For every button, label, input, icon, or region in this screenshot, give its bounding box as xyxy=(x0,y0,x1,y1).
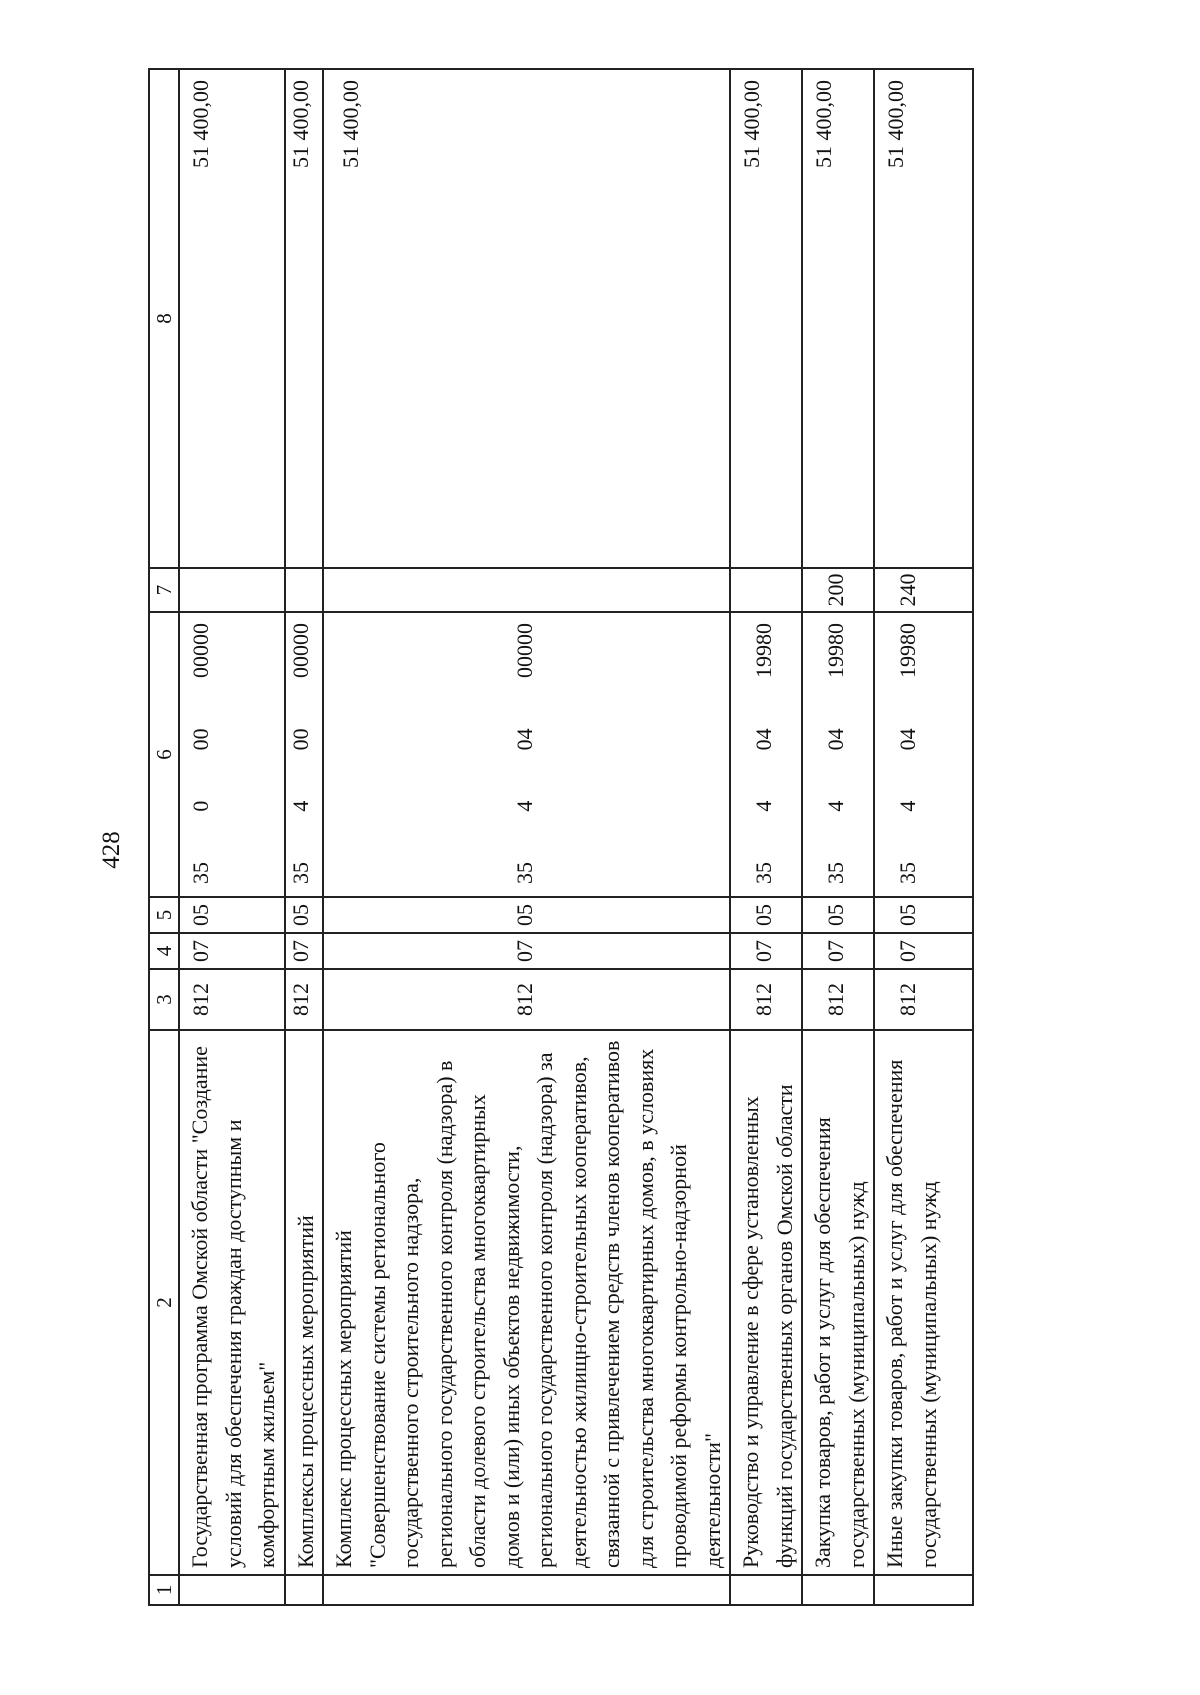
table-row xyxy=(802,69,874,1605)
kbk-part: 0 xyxy=(188,800,213,812)
section-cell: 07 xyxy=(730,933,802,969)
kbk-part: 19980 xyxy=(751,623,776,679)
subsection-cell: 05 xyxy=(323,897,730,933)
row-number-cell xyxy=(285,1575,324,1605)
row-number-cell xyxy=(802,1575,874,1605)
name-cell: Государственная программа Омской области "Создание условий для обеспечения граждан доступным и комфортным жильем" xyxy=(179,1030,285,1575)
target-code-cell xyxy=(802,612,874,897)
kbk-part: 19980 xyxy=(823,623,848,679)
amount-cell: 51 400,00 xyxy=(323,69,730,568)
expense-type-cell xyxy=(179,568,285,612)
kbk-part: 4 xyxy=(823,800,848,812)
kbk-part: 00 xyxy=(188,728,213,751)
subsection-cell: 05 xyxy=(802,897,874,933)
header-cell: 7 xyxy=(149,568,179,612)
section-cell: 07 xyxy=(874,933,973,969)
header-cell: 4 xyxy=(149,933,179,969)
kbk-part: 35 xyxy=(751,862,776,884)
name-cell: Руководство и управление в сфере установленных функций государственных органов Омской области xyxy=(730,1030,802,1575)
kbk-part: 4 xyxy=(512,800,537,812)
table-row xyxy=(323,69,730,1605)
kbk-part: 4 xyxy=(895,800,920,812)
header-cell: 1 xyxy=(149,1575,179,1605)
kbk-part: 35 xyxy=(188,862,213,884)
row-number-cell xyxy=(179,1575,285,1605)
section-cell: 07 xyxy=(179,933,285,969)
row-number-cell xyxy=(874,1575,973,1605)
kbk-part: 35 xyxy=(823,862,848,884)
header-cell: 3 xyxy=(149,969,179,1030)
amount-cell: 51 400,00 xyxy=(285,69,324,568)
kbk-part: 04 xyxy=(751,728,776,751)
budget-table xyxy=(148,68,974,1606)
code-cell: 812 xyxy=(730,969,802,1030)
kbk-part: 35 xyxy=(895,862,920,884)
target-code-cell xyxy=(730,612,802,897)
kbk-part: 00 xyxy=(287,728,313,751)
kbk-part: 4 xyxy=(751,800,776,812)
kbk-part: 35 xyxy=(512,862,537,884)
expense-type-cell: 240 xyxy=(874,568,973,612)
table-row xyxy=(730,69,802,1605)
header-row xyxy=(149,69,179,1605)
table-row xyxy=(874,69,973,1605)
kbk-part: 04 xyxy=(895,728,920,751)
target-code-cell xyxy=(285,612,324,897)
kbk-part: 00000 xyxy=(512,623,537,679)
expense-type-cell xyxy=(730,568,802,612)
subsection-cell: 05 xyxy=(285,897,324,933)
row-number-cell xyxy=(323,1575,730,1605)
header-cell: 8 xyxy=(149,69,179,568)
code-cell: 812 xyxy=(323,969,730,1030)
subsection-cell: 05 xyxy=(874,897,973,933)
amount-cell: 51 400,00 xyxy=(802,69,874,568)
expense-type-cell: 200 xyxy=(802,568,874,612)
name-cell: Закупка товаров, работ и услуг для обеспечения государственных (муниципальных) нужд xyxy=(802,1030,874,1575)
header-cell: 6 xyxy=(149,612,179,897)
name-cell: Иные закупки товаров, работ и услуг для обеспечения государственных (муниципальных) нужд xyxy=(874,1030,973,1575)
name-cell: Комплексы процессных мероприятий xyxy=(285,1030,324,1575)
header-cell: 2 xyxy=(149,1030,179,1575)
code-cell: 812 xyxy=(285,969,324,1030)
target-code-cell xyxy=(874,612,973,897)
table-row xyxy=(179,69,285,1605)
amount-cell: 51 400,00 xyxy=(179,69,285,568)
code-cell: 812 xyxy=(874,969,973,1030)
kbk-part: 04 xyxy=(823,728,848,751)
kbk-part: 4 xyxy=(287,800,313,812)
name-cell: Комплекс процессных мероприятий "Совершенствование системы регионального государственного строительного надзора, регионального государственного контроля (надзора) в области долевого строительства многоквартирных домов и (или) иных объектов недвижимости, регионального государственного контроля (надзора) за деятельностью жилищно-строительных кооперативов, связанной с привлечением средств членов кооперативов для строительства многоквартирных домов, в условиях проводимой реформы контрольно-надзорной деятельности" xyxy=(323,1030,730,1575)
rotated-table-wrapper xyxy=(148,70,1028,1606)
code-cell: 812 xyxy=(179,969,285,1030)
code-cell: 812 xyxy=(802,969,874,1030)
target-code-cell xyxy=(323,612,730,897)
kbk-part: 00000 xyxy=(188,623,213,679)
kbk-part: 35 xyxy=(287,862,313,884)
amount-cell: 51 400,00 xyxy=(730,69,802,568)
expense-type-cell xyxy=(285,568,324,612)
table-row xyxy=(285,69,324,1605)
target-code-cell xyxy=(179,612,285,897)
header-cell: 5 xyxy=(149,897,179,933)
subsection-cell: 05 xyxy=(179,897,285,933)
subsection-cell: 05 xyxy=(730,897,802,933)
section-cell: 07 xyxy=(285,933,324,969)
kbk-part: 04 xyxy=(512,728,537,751)
section-cell: 07 xyxy=(802,933,874,969)
row-number-cell xyxy=(730,1575,802,1605)
expense-type-cell xyxy=(323,568,730,612)
kbk-part: 00000 xyxy=(287,623,313,679)
amount-cell: 51 400,00 xyxy=(874,69,973,568)
section-cell: 07 xyxy=(323,933,730,969)
kbk-part: 19980 xyxy=(895,623,920,679)
page-number: 428 xyxy=(98,831,125,869)
